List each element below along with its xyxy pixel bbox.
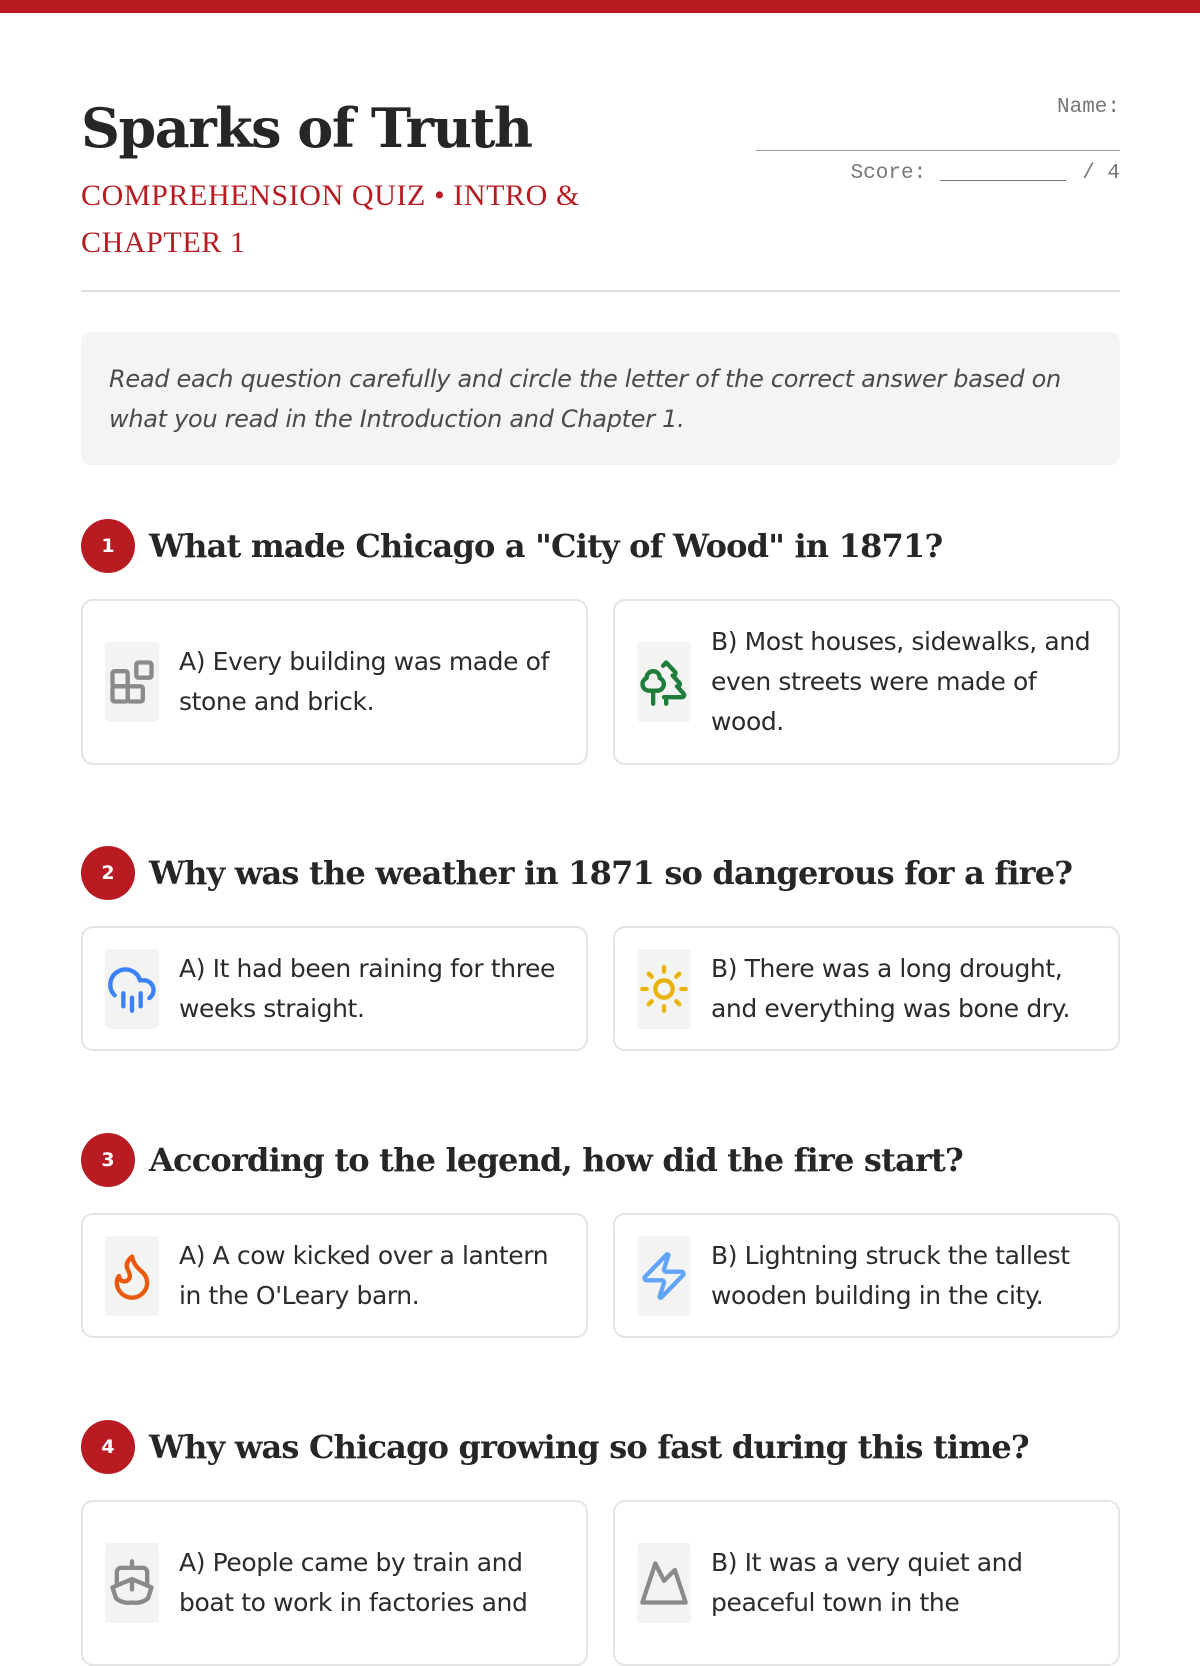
answer-text: A) Every building was made of stone and brick.	[179, 647, 549, 716]
name-label: Name:	[1056, 96, 1120, 119]
answer-option-b[interactable]	[613, 1213, 1120, 1338]
top-accent-bar	[0, 0, 1200, 13]
lightning-icon	[637, 1236, 691, 1316]
page-subtitle: COMPREHENSION QUIZ • INTRO & CHAPTER 1	[81, 179, 580, 259]
answer-option-a[interactable]	[81, 1213, 588, 1338]
question-header	[81, 1420, 1120, 1474]
question-number-badge: 4	[81, 1420, 135, 1474]
answer-option-a[interactable]	[81, 599, 588, 765]
answer-text: A) A cow kicked over a lantern in the O'Leary barn.	[179, 1240, 549, 1310]
answer-option-a[interactable]	[81, 1500, 588, 1666]
answer-text: A) People came by train and boat to work in factories and	[179, 1548, 528, 1617]
question-number-badge: 3	[81, 1133, 135, 1187]
page-title: Sparks of Truth	[81, 96, 532, 160]
worksheet-header	[81, 90, 1120, 292]
answer-text: B) There was a long drought, and everything was bone dry.	[711, 953, 1071, 1023]
score-label: Score:	[850, 162, 927, 185]
question-header	[81, 1133, 1120, 1187]
answer-option-a[interactable]	[81, 926, 588, 1051]
ship-icon	[105, 1543, 159, 1623]
answer-text: B) It was a very quiet and peaceful town in the	[711, 1548, 1023, 1617]
question-text: What made Chicago a "City of Wood" in 1871?	[149, 527, 943, 565]
trees-icon	[637, 642, 691, 722]
score-field[interactable]	[940, 167, 1066, 181]
question-text: Why was the weather in 1871 so dangerous for a fire?	[149, 854, 1073, 892]
sun-icon	[637, 949, 691, 1029]
question-header	[81, 519, 1120, 573]
rain-cloud-icon	[105, 949, 159, 1029]
question-header	[81, 846, 1120, 900]
question-text: According to the legend, how did the fire start?	[149, 1141, 963, 1179]
answer-text: B) Lightning struck the tallest wooden building in the city.	[711, 1240, 1070, 1310]
flame-icon	[105, 1236, 159, 1316]
blocks-icon	[105, 642, 159, 722]
question-number-badge: 1	[81, 519, 135, 573]
name-field[interactable]	[756, 150, 1120, 151]
mountain-icon	[637, 1543, 691, 1623]
answer-option-b[interactable]	[613, 1500, 1120, 1666]
answer-option-b[interactable]	[613, 926, 1120, 1051]
answer-text: A) It had been raining for three weeks straight.	[179, 953, 555, 1023]
score-total: / 4	[1082, 162, 1120, 185]
question-number-badge: 2	[81, 846, 135, 900]
answer-option-b[interactable]	[613, 599, 1120, 765]
score-row	[851, 162, 1120, 185]
instructions-box: Read each question carefully and circle the letter of the correct answer based on what you read in the Introduction and Chapter 1.	[81, 332, 1120, 465]
answer-text: B) Most houses, sidewalks, and even streets were made of wood.	[711, 627, 1091, 736]
question-text: Why was Chicago growing so fast during this time?	[149, 1428, 1029, 1466]
